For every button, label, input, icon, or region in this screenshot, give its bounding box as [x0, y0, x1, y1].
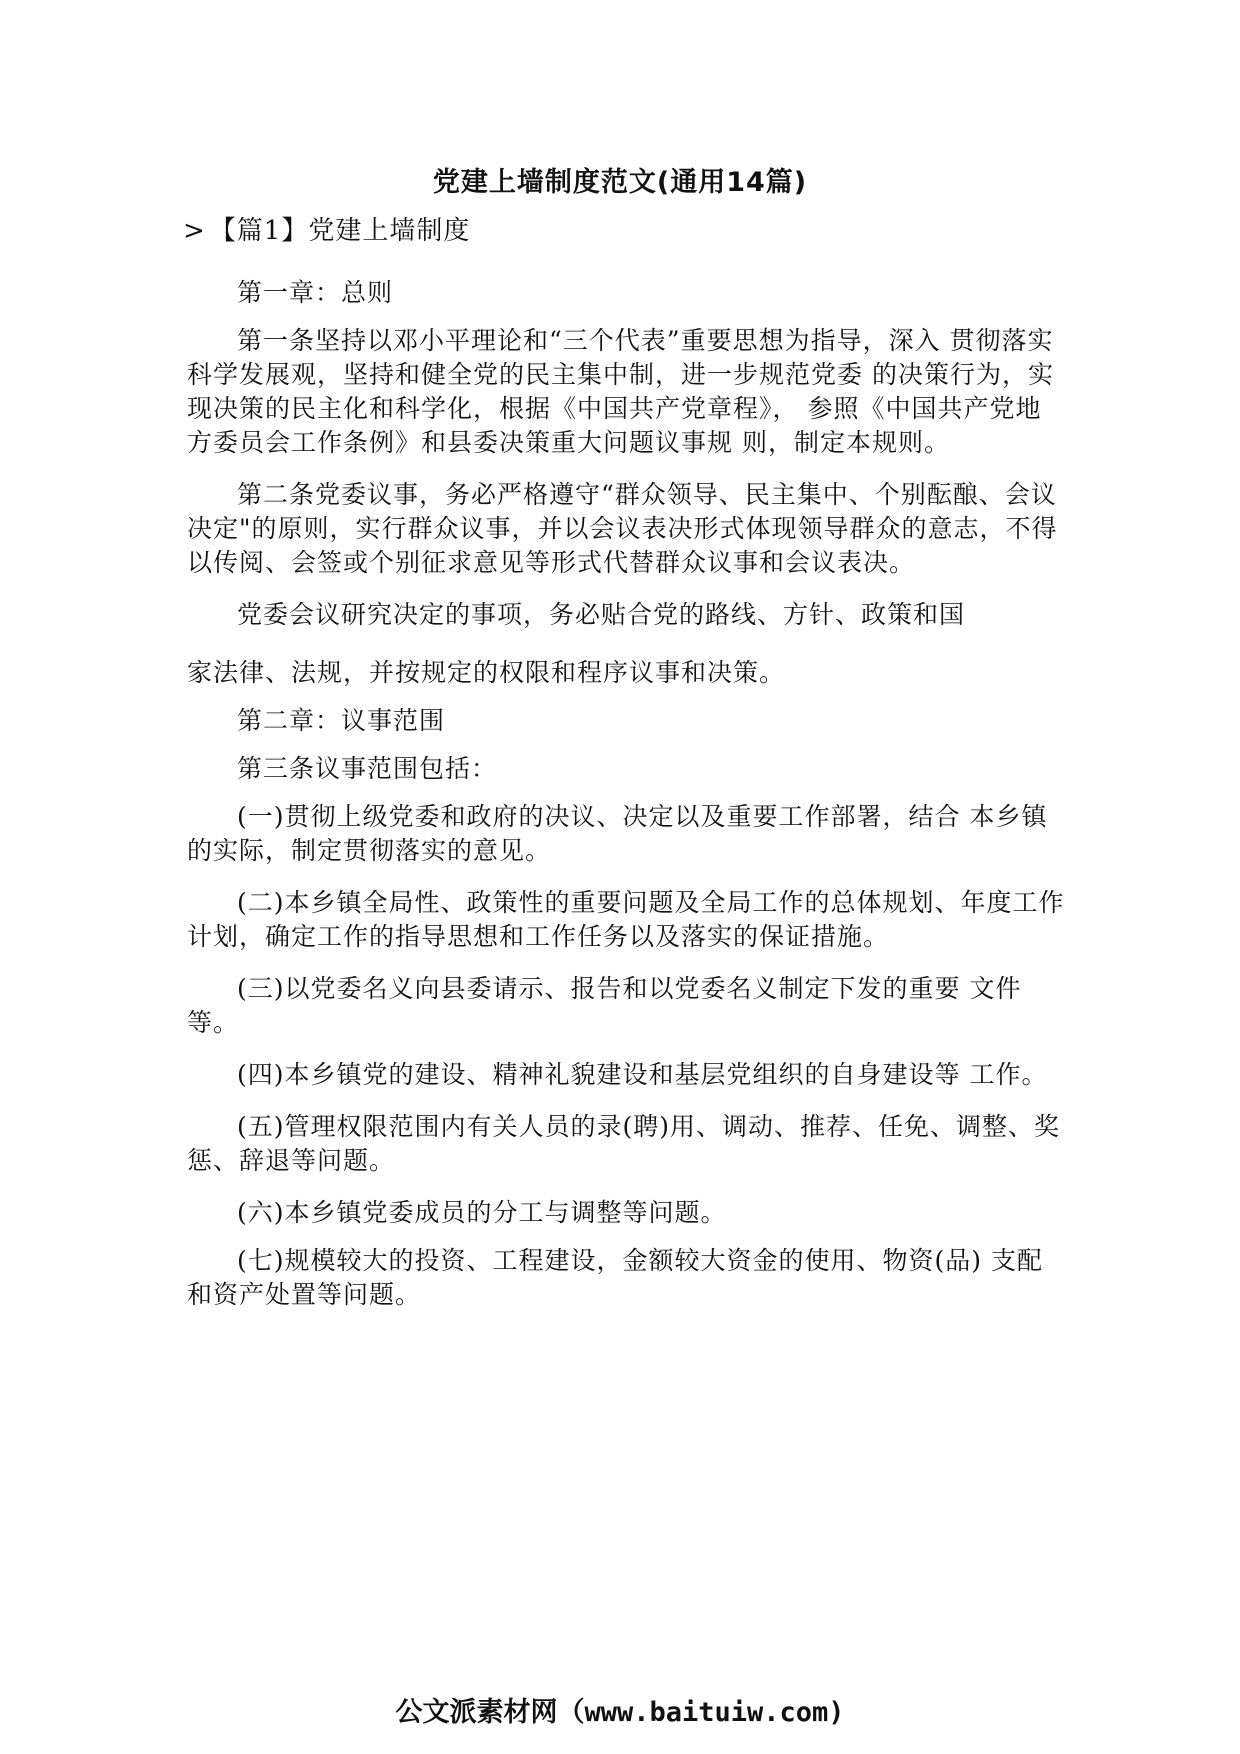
paragraph: 第二条党委议事，务必严格遵守“群众领导、民主集中、个别酝酿、会议决定"的原则，实行群众议事，并以会议表决形式体现领导群众的意志，不得以传阅、会签或个别征求意见等形式代替群众议事和会议表决。 — [187, 480, 1058, 577]
list-item: (七)规模较大的投资、工程建设，金额较大资金的使用、物资(品) 支配和资产处置等问题。 — [187, 1246, 1043, 1309]
section-marker-icon: > — [183, 216, 206, 246]
list-item: (四)本乡镇党的建设、精神礼貌建设和基层党组织的自身建设等 工作。 — [237, 1060, 1048, 1089]
chapter-heading: 第一章：总则 — [237, 278, 394, 307]
document-title: 党建上墙制度范文(通用14篇) — [432, 167, 808, 198]
paragraph: 第一条坚持以邓小平理论和“三个代表”重要思想为指导，深入 贯彻落实科学发展观，坚持和健全党的民主集中制，进一步规范党委 的决策行为，实现决策的民主化和科学化，根据《中国共产党章程》， 参照《中国共产党地方委员会工作条例》和县委决策重大问题议事规 则，制定本规则。 — [187, 326, 1054, 457]
chapter-heading: 第二章：议事范围 — [237, 706, 446, 735]
paragraph-continuation: 家法律、法规，并按规定的权限和程序议事和决策。 — [187, 658, 786, 687]
list-item: (一)贯彻上级党委和政府的决议、决定以及重要工作部署，结合 本乡镇的实际，制定贯彻落实的意见。 — [187, 802, 1048, 865]
list-item: (五)管理权限范围内有关人员的录(聘)用、调动、推荐、任免、调整、奖惩、辞退等问题。 — [187, 1112, 1061, 1175]
list-item: (六)本乡镇党委成员的分工与调整等问题。 — [237, 1198, 727, 1227]
section-heading — [183, 210, 470, 247]
list-item: (二)本乡镇全局性、政策性的重要问题及全局工作的总体规划、年度工作计划，确定工作的指导思想和工作任务以及落实的保证措施。 — [187, 888, 1065, 951]
section-heading-text: 【篇1】党建上墙制度 — [209, 216, 471, 246]
footer-watermark: 公文派素材网（www.baituiw.com) — [395, 1697, 845, 1728]
document-body — [187, 276, 1067, 1330]
list-item: (三)以党委名义向县委请示、报告和以党委名义制定下发的重要 文件等。 — [187, 974, 1022, 1037]
article-heading: 第三条议事范围包括： — [237, 754, 498, 783]
paragraph: 党委会议研究决定的事项，务必贴合党的路线、方针、政策和国 — [237, 600, 966, 629]
